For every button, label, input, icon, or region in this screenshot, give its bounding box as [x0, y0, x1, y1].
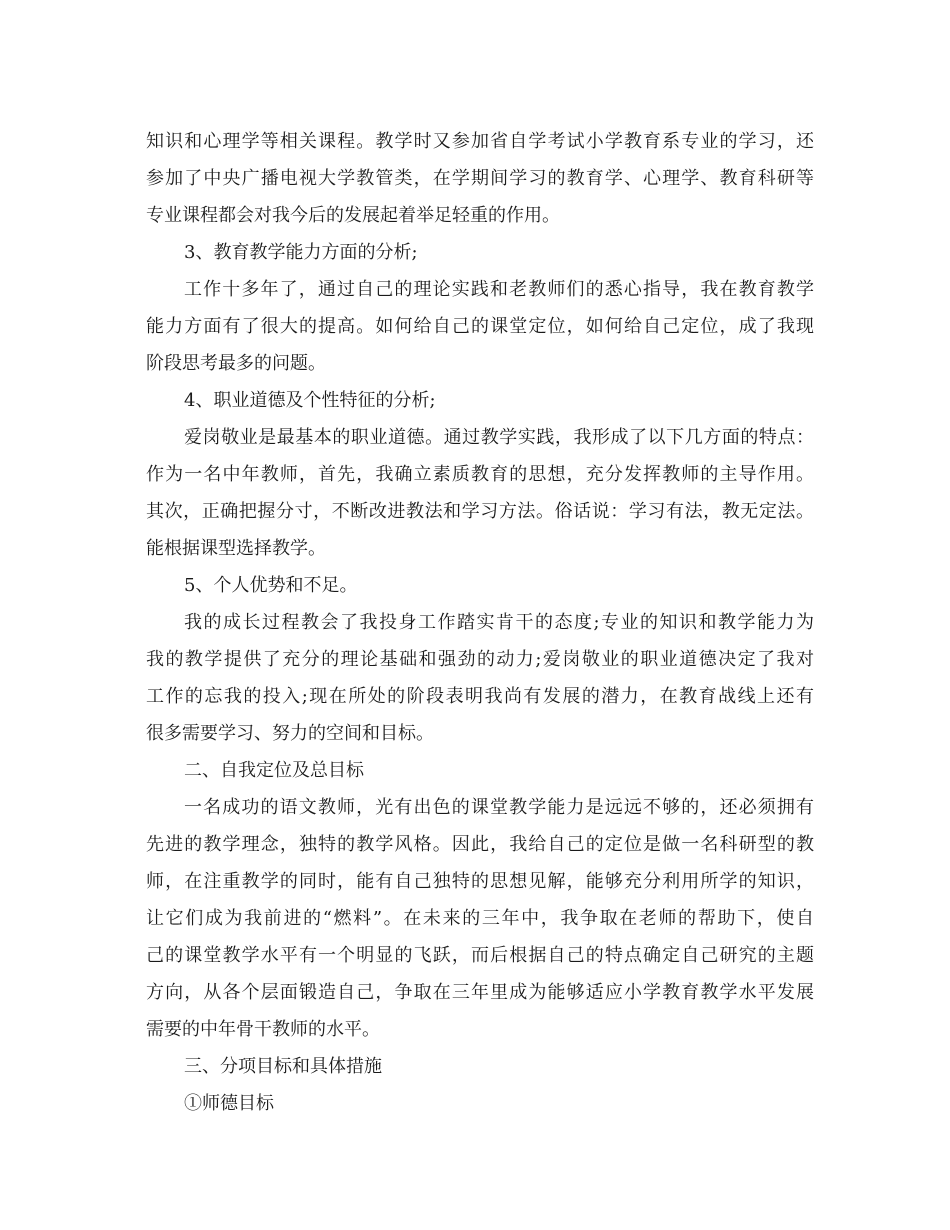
- text-line: 方向，从各个层面锻造自己，争取在三年里成为能够适应小学教育教学水平发展: [146, 982, 814, 1003]
- text-line: 参加了中央广播电视大学教管类，在学期间学习的教育学、心理学、教育科研等: [146, 168, 814, 189]
- text-line: 我的教学提供了充分的理论基础和强劲的动力;爱岗敬业的职业道德决定了我对: [146, 649, 814, 670]
- text-line: 工作的忘我的投入;现在所处的阶段表明我尚有发展的潜力，在教育战线上还有: [146, 686, 814, 707]
- text-line: 4、职业道德及个性特征的分析;: [184, 390, 436, 411]
- text-line: 先进的教学理念，独特的教学风格。因此，我给自己的定位是做一名科研型的教: [146, 834, 814, 855]
- text-line: 三、分项目标和具体措施: [184, 1056, 382, 1077]
- text-line: 我的成长过程教会了我投身工作踏实肯干的态度;专业的知识和教学能力为: [184, 612, 814, 633]
- text-line: 爱岗敬业是最基本的职业道德。通过教学实践，我形成了以下几方面的特点：: [184, 427, 814, 448]
- text-line: 很多需要学习、努力的空间和目标。: [146, 723, 434, 744]
- text-line: 知识和心理学等相关课程。教学时又参加省自学考试小学教育系专业的学习，还: [146, 131, 814, 152]
- text-line: 能根据课型选择教学。: [146, 538, 326, 559]
- text-line: 能力方面有了很大的提高。如何给自己的课堂定位，如何给自己定位，成了我现: [146, 316, 814, 337]
- text-line: 师，在注重教学的同时，能有自己独特的思想见解，能够充分利用所学的知识，: [146, 871, 814, 892]
- text-line: 让它们成为我前进的“燃料”。在未来的三年中，我争取在老师的帮助下，使自: [146, 908, 814, 929]
- text-line: 3、教育教学能力方面的分析;: [184, 242, 418, 263]
- text-line: 需要的中年骨干教师的水平。: [146, 1019, 380, 1040]
- document-body: [146, 123, 814, 1122]
- text-line: 一名成功的语文教师，光有出色的课堂教学能力是远远不够的，还必须拥有: [184, 797, 814, 818]
- text-line: 阶段思考最多的问题。: [146, 353, 326, 374]
- text-line: 作为一名中年教师，首先，我确立素质教育的思想，充分发挥教师的主导作用。: [146, 464, 814, 485]
- text-line: 己的课堂教学水平有一个明显的飞跃，而后根据自己的特点确定自己研究的主题: [146, 945, 814, 966]
- text-line: 工作十多年了，通过自己的理论实践和老教师们的悉心指导，我在教育教学: [184, 279, 814, 300]
- text-line: ①师德目标: [184, 1093, 274, 1114]
- text-line: 专业课程都会对我今后的发展起着举足轻重的作用。: [146, 205, 560, 226]
- text-line: 二、自我定位及总目标: [184, 760, 364, 781]
- text-line: 5、个人优势和不足。: [184, 575, 358, 596]
- text-line: 其次，正确把握分寸，不断改进教法和学习方法。俗话说：学习有法，教无定法。: [146, 501, 814, 522]
